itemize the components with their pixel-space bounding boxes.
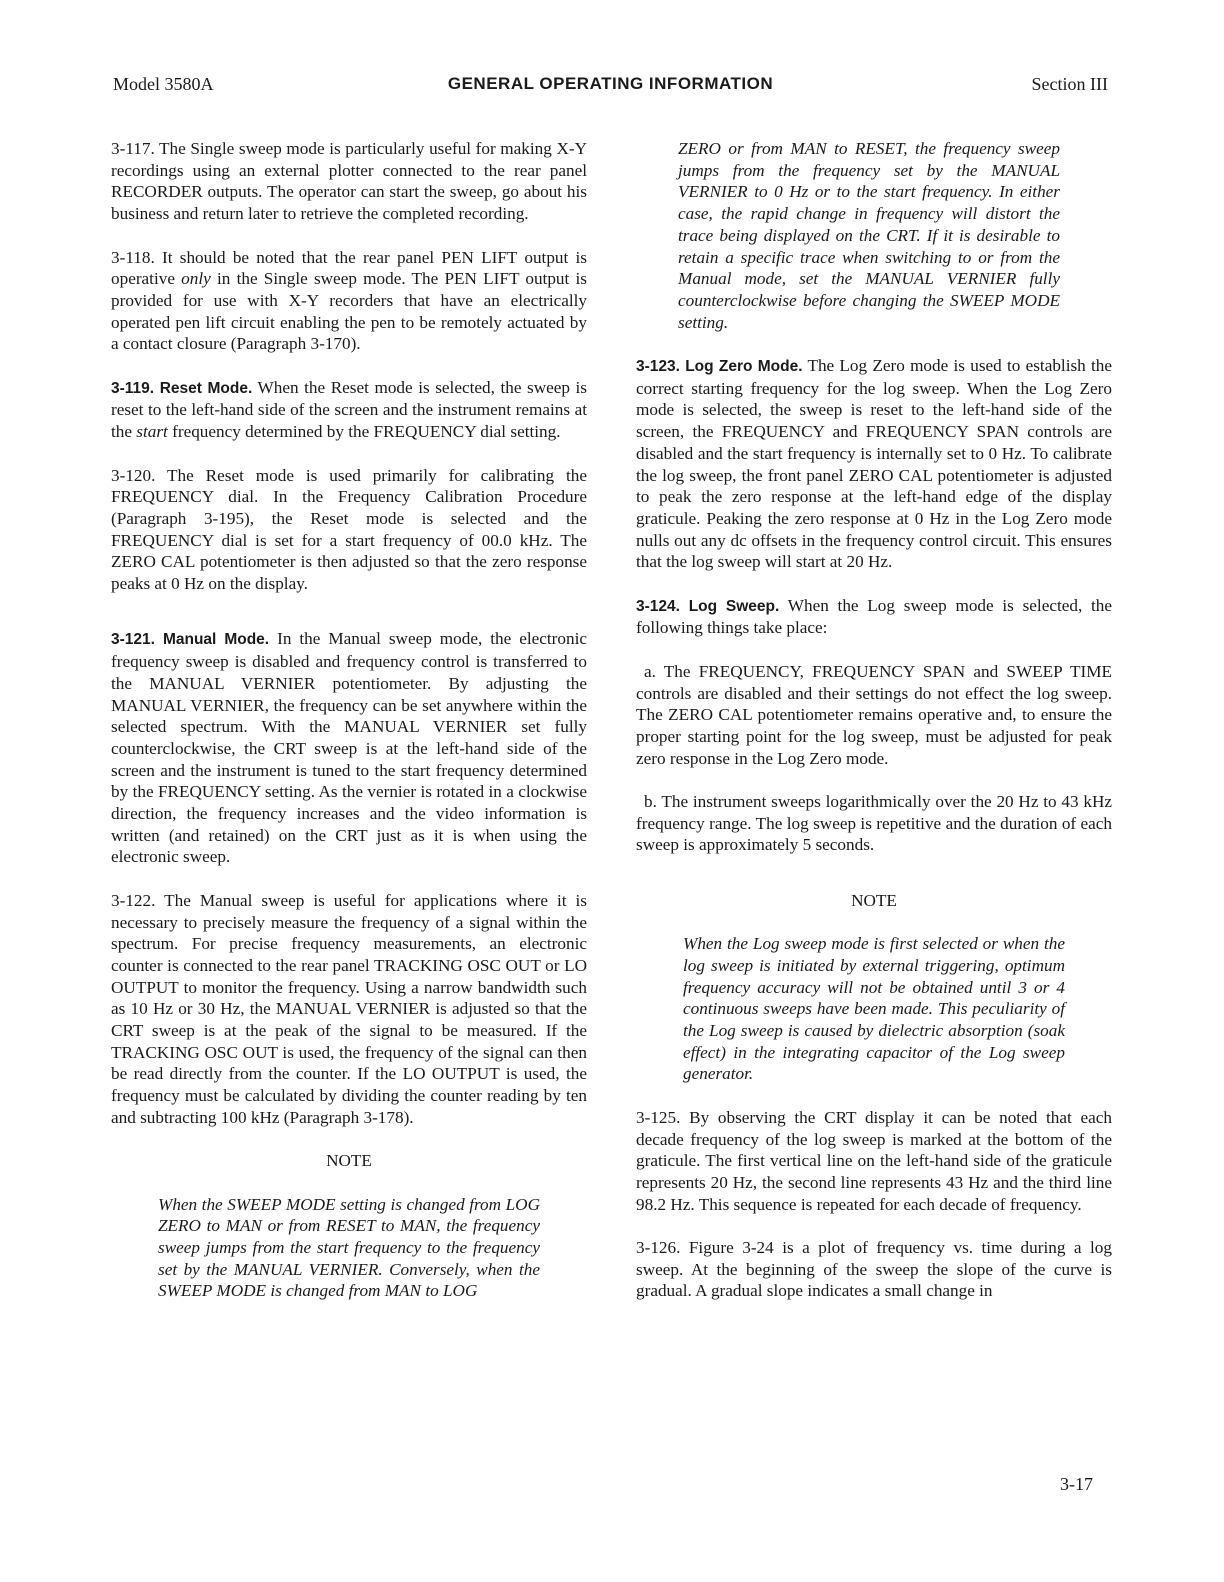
manual-mode-heading: Manual Mode. [162,631,270,649]
paragraph-3-119: 3-119. Reset Mode. When the Reset mode is selected, the sweep is reset to the left-hand side of the screen and the instrument remains at the start frequency determined by the FREQUENCY dial setting. [111,377,587,442]
list-item-b: b. The instrument sweeps logarithmically over the 20 Hz to 43 kHz frequency range. The log sweep is repetitive and the duration of each sweep is approximately 5 seconds. [636,792,1112,855]
paragraph-3-117: 3-117. The Single sweep mode is particularly useful for making X-Y recordings using an external plotter connected to the rear panel RECORDER outputs. The operator can start the sweep, go about his business and return later to retrieve the completed recording. [111,139,587,224]
page-header [113,74,1108,100]
left-column [111,138,587,1324]
log-zero-mode-heading: Log Zero Mode. [685,358,803,376]
log-sweep-heading: Log Sweep. [688,597,780,615]
section-heading: GENERAL OPERATING INFORMATION [447,74,774,93]
section-label: Section III [1031,74,1108,94]
note-continuation: ZERO or from MAN to RESET, the frequency sweep jumps from the frequency set by the MANUAL VERNIER to 0 Hz or to the start frequency. In either case, the rapid change in frequency will distort the trace being displayed on the CRT. If it is desirable to retain a specific trace when switching to or from the Manual mode, set the MANUAL VERNIER fully counterclockwise before changing the SWEEP MODE setting. [678,139,1060,332]
paragraph-3-122: 3-122. The Manual sweep is useful for applications where it is necessary to precisely measure the frequency of a signal within the spectrum. For precise frequency measurements, an electronic counter is connected to the rear panel TRACKING OSC OUT or LO OUTPUT to monitor the frequency. Using a narrow bandwidth such as 10 Hz or 30 Hz, the MANUAL VERNIER is adjusted so that the CRT sweep is at the peak of the signal to be measured. If the TRACKING OSC OUT is used, the frequency of the signal can then be read directly from the counter. If the LO OUTPUT is used, the frequency must be calculated by dividing the counter reading by ten and subtracting 100 kHz (Paragraph 3-178). [111,890,587,1127]
reset-mode-heading: Reset Mode. [159,379,253,397]
list-item-a: a. The FREQUENCY, FREQUENCY SPAN and SWEEP TIME controls are disabled and their settings do not effect the log sweep. The ZERO CAL potentiometer remains operative and, to ensure the proper starting point for the log sweep, must be adjusted for peak zero response in the Log Zero mode. [636,661,1112,768]
page-number: 3-17 [1060,1474,1093,1494]
paragraph-3-120: 3-120. The Reset mode is used primarily for calibrating the FREQUENCY dial. In the Frequency Calibration Procedure (Paragraph 3-195), the Reset mode is selected and the FREQUENCY dial is set for a start frequency of 00.0 kHz. The ZERO CAL potentiometer is then adjusted so that the zero response peaks at 0 Hz on the display. [111,465,587,594]
paragraph-3-123: 3-123. Log Zero Mode. The Log Zero mode is used to establish the correct starting frequency for the log sweep. When the Log Zero mode is selected, the sweep is reset to the left-hand side of the screen, the FREQUENCY and FREQUENCY SPAN controls are disabled and the start frequency is internally set to 0 Hz. To calibrate the log sweep, the front panel ZERO CAL potentiometer is adjusted to peak the zero response at the left-hand edge of the display graticule. Peaking the zero response at 0 Hz in the Log Zero mode nulls out any dc offsets in the frequency control circuit. This ensures that the log sweep will start at 20 Hz. [636,356,1112,572]
paragraph-3-126: 3-126. Figure 3-24 is a plot of frequency vs. time during a log sweep. At the beginning of the sweep the slope of the curve is gradual. A gradual slope indicates a small change in [636,1238,1112,1301]
paragraph-3-124: 3-124. Log Sweep. When the Log sweep mode is selected, the following things take place: [636,595,1113,638]
note-log-sweep: When the Log sweep mode is first selected or when the log sweep is initiated by external triggering, optimum frequency accuracy will not be obtained until 3 or 4 continuous sweeps have been made. This peculiarity of the Log sweep is caused by dielectric absorption (soak effect) in the integrating capacitor of the Log sweep generator. [683,934,1065,1084]
note-sweep-mode: When the SWEEP MODE setting is changed from LOG ZERO to MAN or from RESET to MAN, the frequency sweep jumps from the start frequency to the frequency set by the MANUAL VERNIER. Conversely, when the SWEEP MODE is changed from MAN to LOG [158,1194,540,1301]
paragraph-3-125: 3-125. By observing the CRT display it can be noted that each decade frequency of the log sweep is marked at the bottom of the graticule. The first vertical line on the left-hand side of the graticule represents 20 Hz, the second line represents 43 Hz and the third line 98.2 Hz. This sequence is repeated for each decade of frequency. [636,1107,1112,1214]
note-title: NOTE [326,1151,372,1171]
paragraph-3-121: 3-121. Manual Mode. In the Manual sweep mode, the electronic frequency sweep is disabled and frequency control is transferred to the MANUAL VERNIER potentiometer. By adjusting the MANUAL VERNIER, the frequency can be set anywhere within the selected spectrum. With the MANUAL VERNIER set fully counterclockwise, the CRT sweep is at the left-hand side of the screen and the instrument is tuned to the start frequency determined by the FREQUENCY setting. As the vernier is rotated in a clockwise direction, the frequency increases and the video information is written (and retained) on the CRT just as it is when using the electronic sweep. [111,629,587,867]
paragraph-3-118: 3-118. It should be noted that the rear panel PEN LIFT output is operative only in the Single sweep mode. The PEN LIFT output is provided for use with X-Y recorders that have an electrically operated pen lift circuit enabling the pen to be remotely actuated by a contact closure (Paragraph 3-170). [111,247,587,354]
model-label: Model 3580A [113,74,214,94]
note-title: NOTE [851,890,897,910]
right-column [636,138,1112,1324]
